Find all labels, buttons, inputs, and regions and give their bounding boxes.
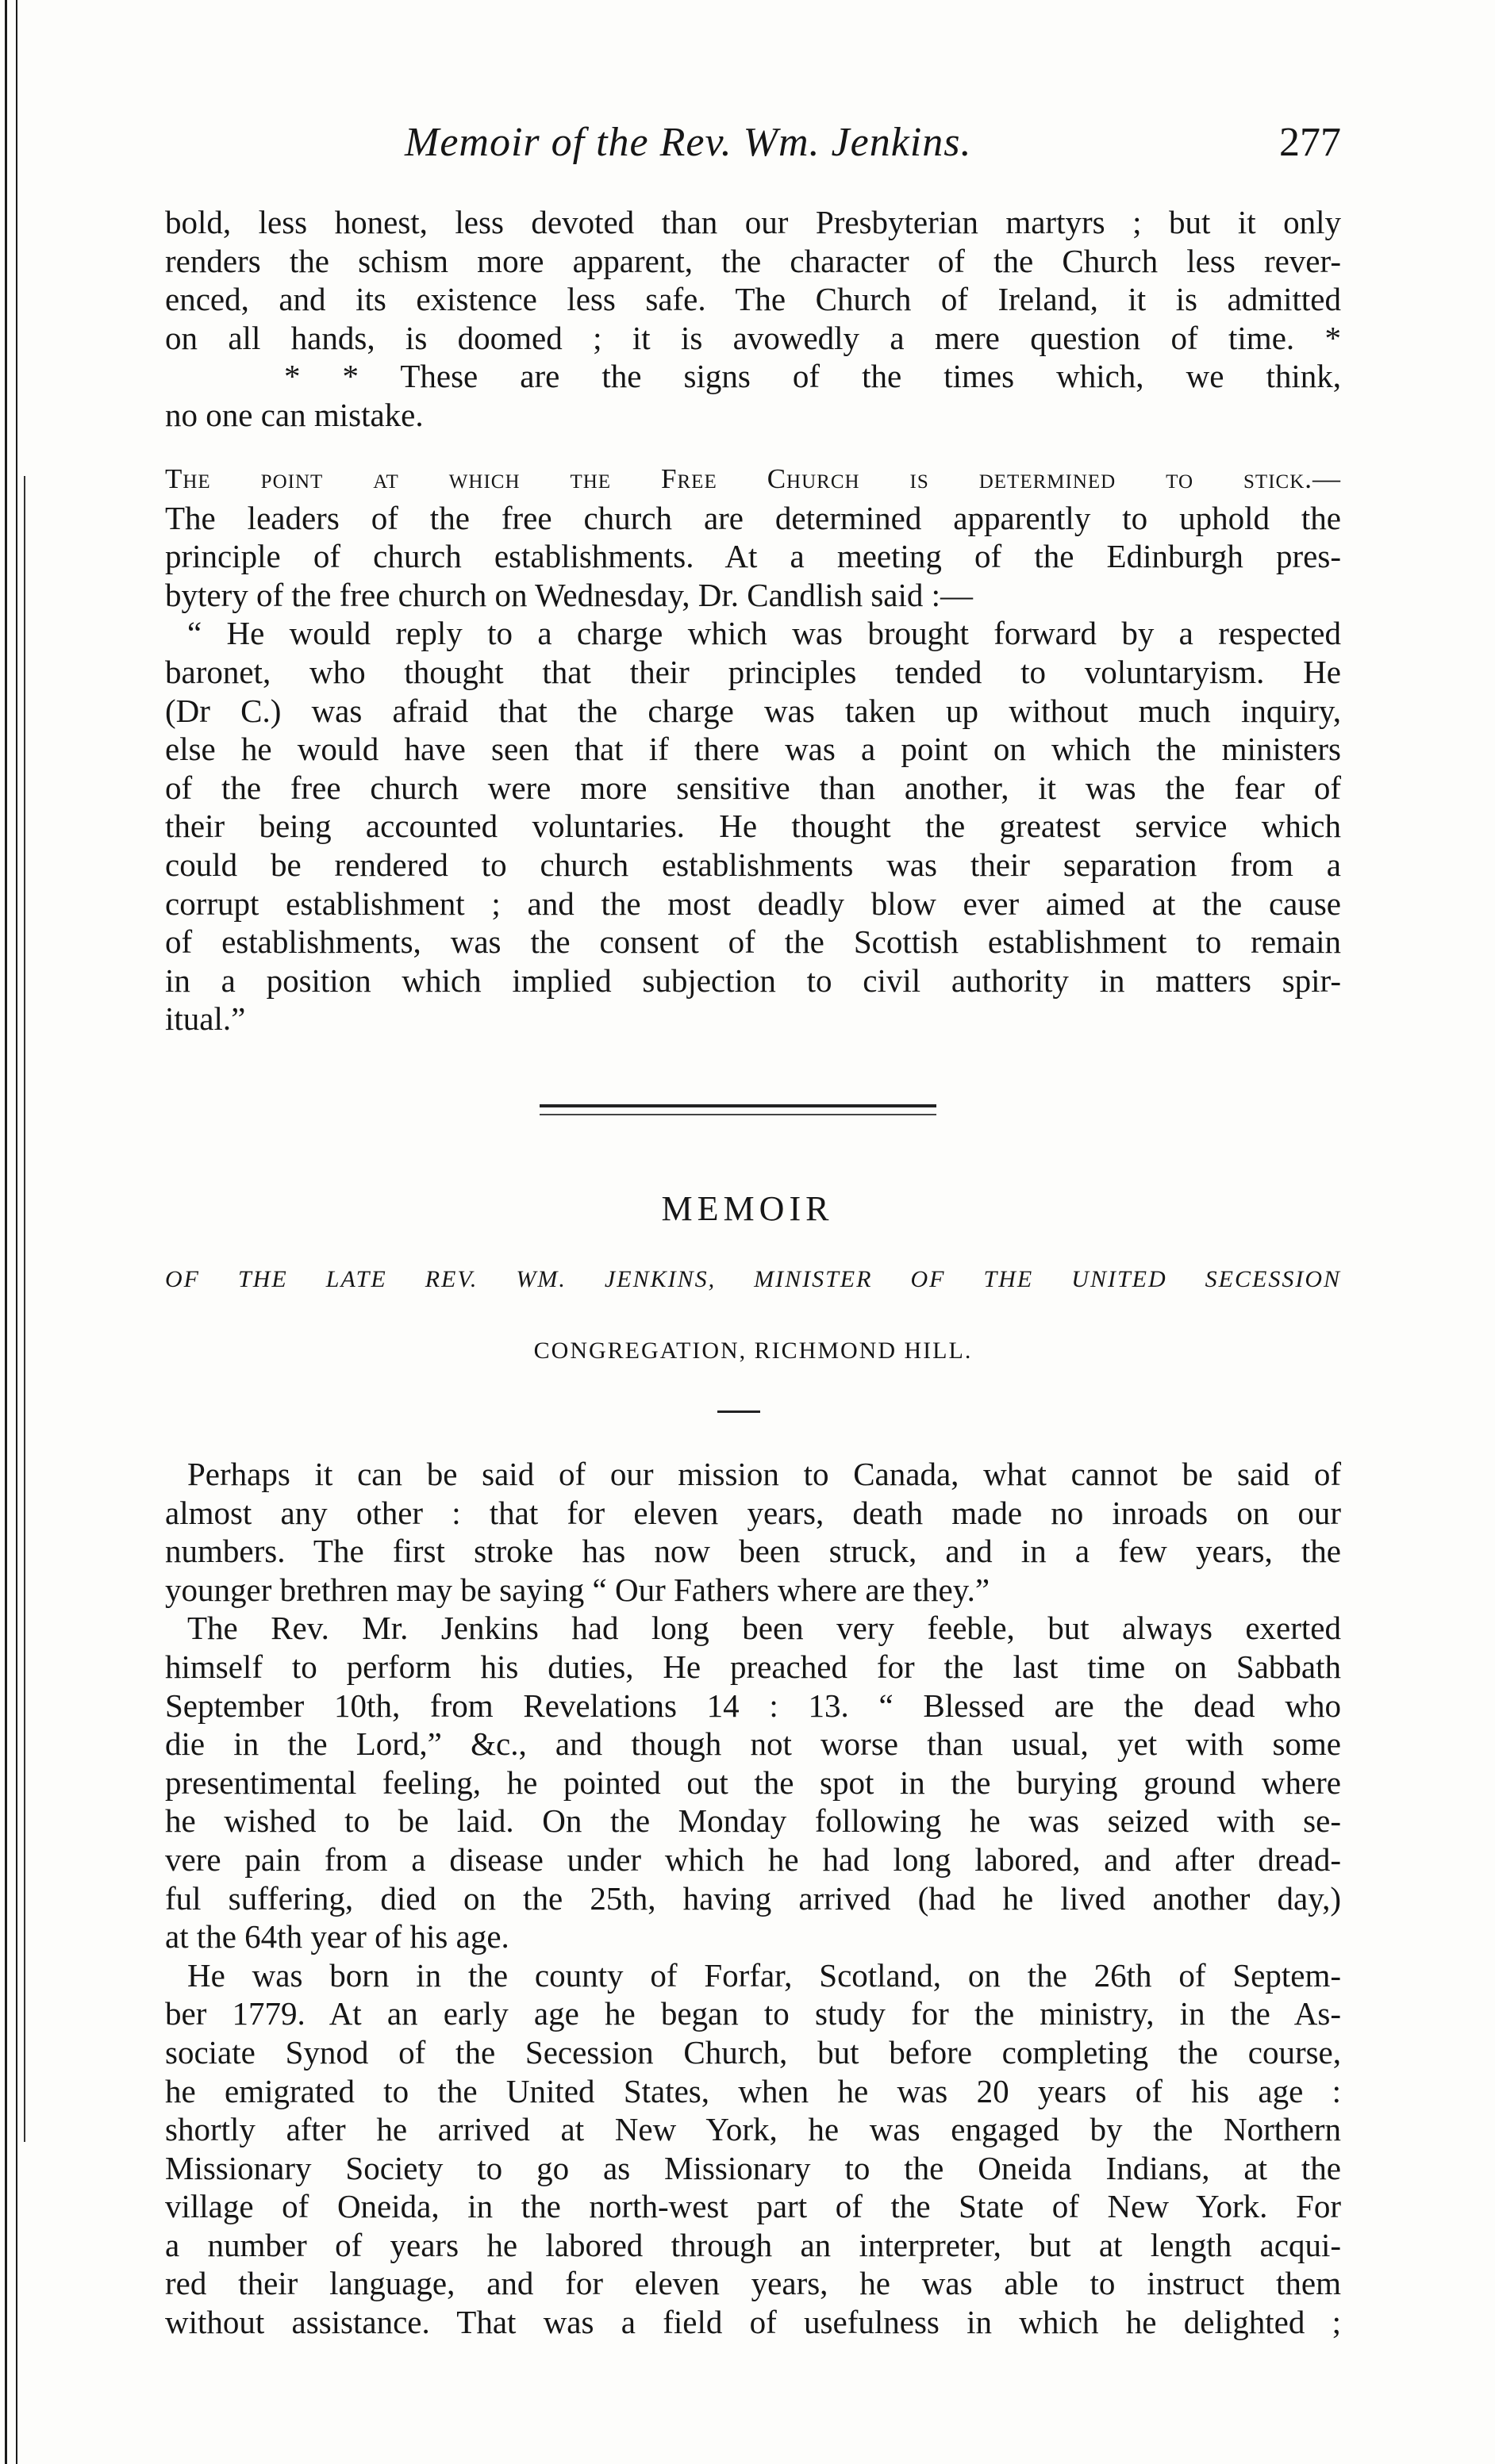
text-line: bold, less honest, less devoted than our Presbyterian martyrs ; but it only (165, 204, 1341, 240)
text-line: without assistance. That was a field of usefulness in which he delighted ; (165, 2304, 1341, 2341)
section-heading: The point at which the Free Church is determined to stick.— (165, 463, 1341, 494)
section-divider-rule (540, 1104, 936, 1115)
text-line: Missionary Society to go as Missionary to the Oneida Indians, at the (165, 2149, 1341, 2186)
text-line: vere pain from a disease under which he had long labored, and after dread- (165, 1840, 1341, 1878)
quote-line: of the free church were more sensitive than another, it was the fear of (165, 769, 1341, 806)
binding-edge-line (16, 0, 17, 2464)
text-line: presentimental feeling, he pointed out the spot in the burying ground where (165, 1764, 1341, 1801)
binding-edge-line (5, 0, 7, 2464)
text-line: Perhaps it can be said of our mission to Canada, what cannot be said of (187, 1456, 1341, 1492)
text-line: no one can mistake. (165, 396, 424, 433)
news-paragraph (165, 460, 1341, 1038)
text-line: * * These are the signs of the times which, we think, (284, 358, 1341, 395)
text-line: ber 1779. At an early age he began to study for the ministry, in the As- (165, 1995, 1341, 2032)
text-line: he wished to be laid. On the Monday following he was seized with se- (165, 1802, 1341, 1840)
quote-line: else he would have seen that if there was a point on which the ministers (165, 731, 1341, 768)
text-line: The Rev. Mr. Jenkins had long been very feeble, but always exerted (187, 1610, 1341, 1647)
text-line: September 10th, from Revelations 14 : 13. “ Blessed are the dead who (165, 1687, 1341, 1724)
text-line: red their language, and for eleven years, he was able to instruct them (165, 2265, 1341, 2302)
quote-line: corrupt establishment ; and the most deadly blow ever aimed at the cause (165, 885, 1341, 922)
text-line: he emigrated to the United States, when he was 20 years of his age : (165, 2072, 1341, 2109)
text-line: ful suffering, died on the 25th, having arrived (had he lived another day,) (165, 1879, 1341, 1917)
text-line: bytery of the free church on Wednesday, Dr. Candlish said :— (165, 576, 974, 613)
quote-line: their being accounted voluntaries. He thought the greatest service which (165, 808, 1341, 845)
running-head-title: Memoir of the Rev. Wm. Jenkins. (405, 120, 972, 165)
binding-edge-line (24, 476, 25, 2142)
text-line: a number of years he labored through an interpreter, but at length acqui- (165, 2226, 1341, 2263)
text-line: himself to perform his duties, He preached for the last time on Sabbath (165, 1648, 1341, 1685)
quote-line: in a position which implied subjection to civil authority in matters spir- (165, 961, 1341, 999)
text-line: on all hands, is doomed ; it is avowedly a mere question of time. * (165, 319, 1341, 356)
paragraph-continued (165, 203, 1341, 435)
memoir-subtitle-line: CONGREGATION, RICHMOND HILL. (533, 1338, 973, 1364)
memoir-body (165, 1455, 1341, 2342)
text-line: enced, and its existence less safe. The Church of Ireland, it is admitted (165, 281, 1341, 318)
text-line: die in the Lord,” &c., and though not worse than usual, yet with some (165, 1725, 1341, 1763)
memoir-subtitle-line: OF THE LATE REV. WM. JENKINS, MINISTER OF THE UNITED SECESSION (165, 1266, 1341, 1292)
text-line: He was born in the county of Forfar, Scotland, on the 26th of Septem- (187, 1956, 1341, 1994)
text-line: village of Oneida, in the north-west part of the State of New York. For (165, 2188, 1341, 2225)
text-line: sociate Synod of the Secession Church, but before completing the course, (165, 2033, 1341, 2071)
quote-line: of establishments, was the consent of the Scottish establishment to remain (165, 923, 1341, 961)
text-line: numbers. The first stroke has now been struck, and in a few years, the (165, 1533, 1341, 1570)
text-line: principle of church establishments. At a meeting of the Edinburgh pres- (165, 538, 1341, 575)
running-head (405, 119, 1341, 175)
memoir-heading: MEMOIR (661, 1189, 834, 1228)
quote-line: “ He would reply to a charge which was brought forward by a respected (187, 615, 1341, 652)
quote-line: (Dr C.) was afraid that the charge was taken up without much inquiry, (165, 692, 1341, 729)
text-line: renders the schism more apparent, the character of the Church less rever- (165, 242, 1341, 279)
page-number: 277 (1279, 120, 1341, 165)
quote-line: baronet, who thought that their principles tended to voluntaryism. He (165, 653, 1341, 690)
quote-line: itual.” (165, 1000, 246, 1038)
text-line: at the 64th year of his age. (165, 1918, 509, 1955)
short-divider-rule (717, 1410, 760, 1413)
text-line: shortly after he arrived at New York, he was engaged by the Northern (165, 2111, 1341, 2148)
text-line: younger brethren may be saying “ Our Fathers where are they.” (165, 1571, 990, 1608)
text-line: almost any other : that for eleven years, death made no inroads on our (165, 1494, 1341, 1531)
quote-line: could be rendered to church establishments was their separation from a (165, 846, 1341, 883)
text-line: The leaders of the free church are determined apparently to uphold the (165, 499, 1341, 536)
